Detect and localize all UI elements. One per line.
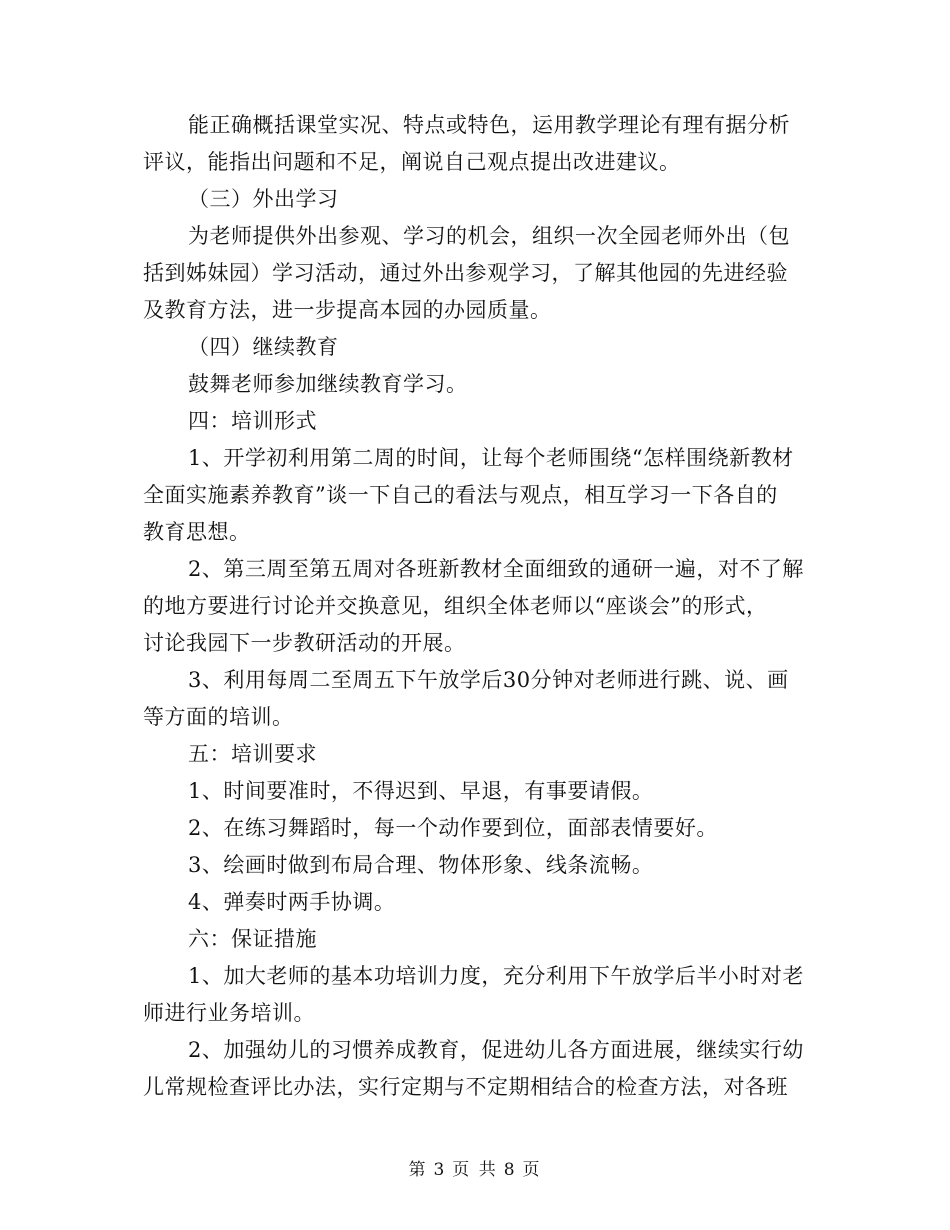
text-line: 鼓舞老师参加继续教育学习。 [188, 372, 468, 396]
text-line: 2、第三周至第五周对各班新教材全面细致的通研一遍，对不了解 [188, 557, 804, 581]
footer-suffix: 页 [522, 1160, 542, 1180]
text-line: 师进行业务培训。 [143, 1001, 315, 1025]
text-line: 评议，能指出问题和不足，阐说自己观点提出改进建议。 [143, 150, 681, 174]
text-line: 3、利用每周二至周五下午放学后30分钟对老师进行跳、说、画 [188, 668, 789, 692]
text-line: 教育思想。 [143, 520, 251, 544]
text-line: 儿常规检查评比办法，实行定期与不定期相结合的检查方法，对各班 [143, 1075, 788, 1099]
text-line: 为老师提供外出参观、学习的机会，组织一次全园老师外出（包 [188, 224, 790, 248]
text-line: 全面实施素养教育”谈一下自己的看法与观点，相互学习一下各自的 [143, 483, 778, 507]
footer-prefix: 第 [408, 1160, 428, 1180]
footer-page-number: 3 [433, 1160, 447, 1180]
text-line: 2、加强幼儿的习惯养成教育，促进幼儿各方面进展，继续实行幼 [188, 1038, 804, 1062]
section-heading: （三）外出学习 [188, 187, 339, 211]
section-heading: 四：培训形式 [188, 409, 317, 433]
section-heading: 六：保证措施 [188, 927, 317, 951]
text-line: 1、时间要准时，不得迟到、早退，有事要请假。 [188, 779, 654, 803]
section-heading: 五：培训要求 [188, 742, 317, 766]
text-line: 等方面的培训。 [143, 705, 294, 729]
section-heading: （四）继续教育 [188, 335, 339, 359]
text-line: 能正确概括课堂实况、特点或特色，运用教学理论有理有据分析 [188, 113, 790, 137]
text-line: 3、绘画时做到布局合理、物体形象、线条流畅。 [188, 853, 654, 877]
text-line: 括到姊妹园）学习活动，通过外出参观学习，了解其他园的先进经验 [143, 261, 788, 285]
page-footer [0, 1155, 950, 1180]
text-line: 1、加大老师的基本功培训力度，充分利用下午放学后半小时对老 [188, 964, 804, 988]
text-line: 及教育方法，进一步提高本园的办园质量。 [143, 298, 552, 322]
footer-middle: 页 共 [452, 1160, 498, 1180]
text-line: 的地方要进行讨论并交换意见，组织全体老师以“座谈会”的形式， [143, 594, 768, 618]
footer-total-pages: 8 [503, 1160, 517, 1180]
text-line: 1、开学初利用第二周的时间，让每个老师围绕“怎样围绕新教材 [188, 446, 794, 470]
text-line: 讨论我园下一步教研活动的开展。 [143, 631, 466, 655]
text-line: 2、在练习舞蹈时，每一个动作要到位，面部表情要好。 [188, 816, 718, 840]
text-line: 4、弹奏时两手协调。 [188, 890, 396, 914]
